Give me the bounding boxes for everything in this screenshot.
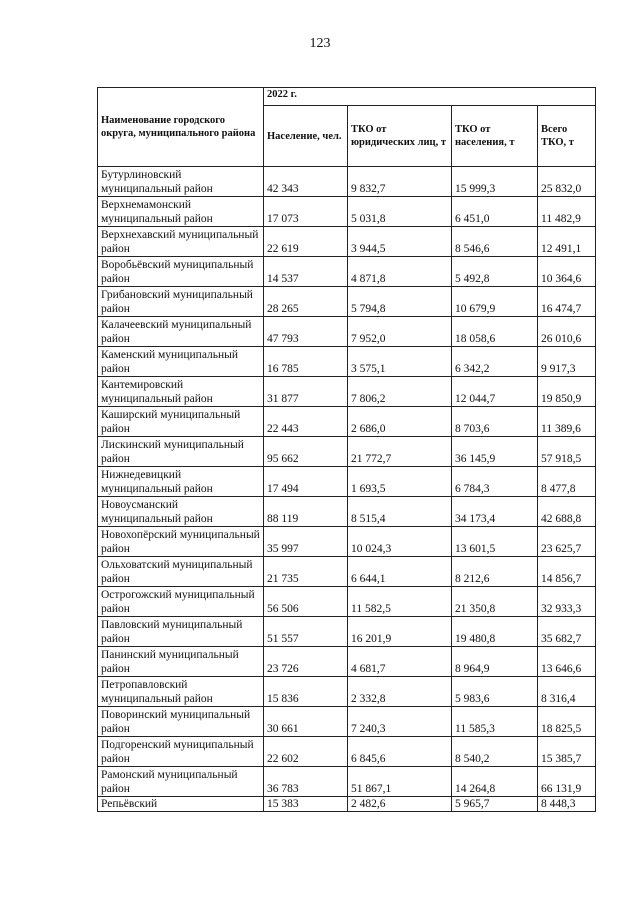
cell-tko-total: 8 316,4 — [538, 677, 596, 707]
cell-tko-total: 8 477,8 — [538, 467, 596, 497]
table-row — [98, 647, 596, 677]
cell-population: 17 073 — [264, 197, 348, 227]
cell-tko-legal: 5 031,8 — [348, 197, 452, 227]
cell-name: Верхнехавский муниципальный район — [98, 227, 264, 257]
cell-population: 88 119 — [264, 497, 348, 527]
cell-tko-legal: 10 024,3 — [348, 527, 452, 557]
cell-name: Подгоренский муниципальный район — [98, 737, 264, 767]
cell-tko-legal: 6 644,1 — [348, 557, 452, 587]
cell-tko-population: 11 585,3 — [452, 707, 538, 737]
cell-tko-population: 10 679,9 — [452, 287, 538, 317]
cell-tko-legal: 9 832,7 — [348, 167, 452, 197]
table-body — [98, 167, 596, 812]
cell-tko-legal: 3 944,5 — [348, 227, 452, 257]
cell-tko-total: 8 448,3 — [538, 797, 596, 812]
table-row — [98, 347, 596, 377]
cell-tko-total: 42 688,8 — [538, 497, 596, 527]
cell-tko-population: 8 703,6 — [452, 407, 538, 437]
cell-tko-legal: 7 806,2 — [348, 377, 452, 407]
cell-tko-legal: 1 693,5 — [348, 467, 452, 497]
table-row — [98, 527, 596, 557]
cell-name: Ольховатский муниципальный район — [98, 557, 264, 587]
cell-name: Воробьёвский муниципальный район — [98, 257, 264, 287]
cell-tko-legal: 16 201,9 — [348, 617, 452, 647]
cell-tko-legal: 11 582,5 — [348, 587, 452, 617]
cell-tko-legal: 6 845,6 — [348, 737, 452, 767]
cell-tko-total: 14 856,7 — [538, 557, 596, 587]
cell-tko-population: 8 964,9 — [452, 647, 538, 677]
cell-name: Каменский муниципальный район — [98, 347, 264, 377]
cell-name: Калачеевский муниципальный район — [98, 317, 264, 347]
cell-tko-population: 36 145,9 — [452, 437, 538, 467]
cell-tko-legal: 2 332,8 — [348, 677, 452, 707]
cell-population: 17 494 — [264, 467, 348, 497]
table-row — [98, 167, 596, 197]
cell-tko-population: 14 264,8 — [452, 767, 538, 797]
page-number: 123 — [309, 36, 331, 51]
cell-tko-population: 19 480,8 — [452, 617, 538, 647]
cell-tko-legal: 2 686,0 — [348, 407, 452, 437]
cell-tko-legal: 3 575,1 — [348, 347, 452, 377]
cell-tko-population: 8 546,6 — [452, 227, 538, 257]
table-row — [98, 407, 596, 437]
cell-tko-population: 6 342,2 — [452, 347, 538, 377]
cell-name: Грибановский муниципальный район — [98, 287, 264, 317]
cell-tko-total: 23 625,7 — [538, 527, 596, 557]
table-row — [98, 227, 596, 257]
cell-tko-total: 32 933,3 — [538, 587, 596, 617]
cell-tko-total: 19 850,9 — [538, 377, 596, 407]
cell-tko-total: 10 364,6 — [538, 257, 596, 287]
cell-population: 56 506 — [264, 587, 348, 617]
header-name: Наименование городского округа, муниципального района — [98, 88, 264, 167]
cell-tko-total: 35 682,7 — [538, 617, 596, 647]
table-row — [98, 737, 596, 767]
cell-tko-population: 15 999,3 — [452, 167, 538, 197]
cell-name: Петропавловский муниципальный район — [98, 677, 264, 707]
cell-population: 47 793 — [264, 317, 348, 347]
cell-tko-total: 11 389,6 — [538, 407, 596, 437]
table-row — [98, 677, 596, 707]
cell-tko-total: 26 010,6 — [538, 317, 596, 347]
cell-tko-total: 12 491,1 — [538, 227, 596, 257]
cell-population: 22 619 — [264, 227, 348, 257]
cell-population: 15 383 — [264, 797, 348, 812]
cell-tko-population: 8 212,6 — [452, 557, 538, 587]
cell-tko-legal: 21 772,7 — [348, 437, 452, 467]
header-tko-total: Всего ТКО, т — [538, 106, 596, 167]
header-tko-legal: ТКО от юридических лиц, т — [348, 106, 452, 167]
cell-population: 21 735 — [264, 557, 348, 587]
table-row — [98, 707, 596, 737]
cell-population: 16 785 — [264, 347, 348, 377]
cell-tko-legal: 51 867,1 — [348, 767, 452, 797]
cell-name: Нижнедевицкий муниципальный район — [98, 467, 264, 497]
table-row — [98, 767, 596, 797]
table-row — [98, 617, 596, 647]
cell-tko-population: 8 540,2 — [452, 737, 538, 767]
cell-tko-population: 6 784,3 — [452, 467, 538, 497]
cell-tko-population: 5 983,6 — [452, 677, 538, 707]
cell-population: 30 661 — [264, 707, 348, 737]
cell-name: Репьёвский — [98, 797, 264, 812]
table-row — [98, 557, 596, 587]
cell-name: Павловский муниципальный район — [98, 617, 264, 647]
cell-population: 28 265 — [264, 287, 348, 317]
cell-population: 14 537 — [264, 257, 348, 287]
cell-name: Лискинский муниципальный район — [98, 437, 264, 467]
cell-name: Кантемировский муниципальный район — [98, 377, 264, 407]
cell-population: 22 443 — [264, 407, 348, 437]
cell-name: Панинский муниципальный район — [98, 647, 264, 677]
table-row — [98, 497, 596, 527]
cell-name: Поворинский муниципальный район — [98, 707, 264, 737]
header-population: Население, чел. — [264, 106, 348, 167]
cell-tko-total: 11 482,9 — [538, 197, 596, 227]
cell-tko-legal: 4 681,7 — [348, 647, 452, 677]
table-row — [98, 257, 596, 287]
table-row — [98, 587, 596, 617]
cell-tko-total: 16 474,7 — [538, 287, 596, 317]
cell-name: Новохопёрский муниципальный район — [98, 527, 264, 557]
cell-tko-total: 9 917,3 — [538, 347, 596, 377]
cell-population: 42 343 — [264, 167, 348, 197]
cell-tko-total: 13 646,6 — [538, 647, 596, 677]
cell-population: 22 602 — [264, 737, 348, 767]
cell-population: 15 836 — [264, 677, 348, 707]
table-header — [98, 88, 596, 167]
cell-tko-legal: 4 871,8 — [348, 257, 452, 287]
cell-tko-population: 13 601,5 — [452, 527, 538, 557]
cell-name: Рамонский муниципальный район — [98, 767, 264, 797]
cell-population: 51 557 — [264, 617, 348, 647]
cell-tko-legal: 7 952,0 — [348, 317, 452, 347]
cell-population: 23 726 — [264, 647, 348, 677]
table-row — [98, 287, 596, 317]
table-row — [98, 317, 596, 347]
cell-tko-population: 6 451,0 — [452, 197, 538, 227]
cell-name: Бутурлиновский муниципальный район — [98, 167, 264, 197]
cell-population: 36 783 — [264, 767, 348, 797]
cell-tko-total: 25 832,0 — [538, 167, 596, 197]
cell-name: Каширский муниципальный район — [98, 407, 264, 437]
cell-tko-legal: 7 240,3 — [348, 707, 452, 737]
cell-tko-total: 15 385,7 — [538, 737, 596, 767]
cell-tko-population: 34 173,4 — [452, 497, 538, 527]
table-row — [98, 797, 596, 812]
cell-tko-population: 5 492,8 — [452, 257, 538, 287]
cell-tko-population: 18 058,6 — [452, 317, 538, 347]
cell-tko-population: 21 350,8 — [452, 587, 538, 617]
cell-population: 95 662 — [264, 437, 348, 467]
cell-name: Верхнемамонский муниципальный район — [98, 197, 264, 227]
cell-population: 31 877 — [264, 377, 348, 407]
table-row — [98, 467, 596, 497]
cell-tko-legal: 2 482,6 — [348, 797, 452, 812]
header-year: 2022 г. — [264, 88, 596, 106]
waste-table — [97, 87, 596, 812]
cell-name: Новоусманский муниципальный район — [98, 497, 264, 527]
cell-population: 35 997 — [264, 527, 348, 557]
cell-tko-legal: 5 794,8 — [348, 287, 452, 317]
table-row — [98, 377, 596, 407]
cell-tko-total: 18 825,5 — [538, 707, 596, 737]
cell-tko-legal: 8 515,4 — [348, 497, 452, 527]
header-tko-population: ТКО от населения, т — [452, 106, 538, 167]
cell-tko-total: 57 918,5 — [538, 437, 596, 467]
cell-name: Острогожский муниципальный район — [98, 587, 264, 617]
table-row — [98, 197, 596, 227]
cell-tko-population: 12 044,7 — [452, 377, 538, 407]
table-row — [98, 437, 596, 467]
cell-tko-population: 5 965,7 — [452, 797, 538, 812]
cell-tko-total: 66 131,9 — [538, 767, 596, 797]
